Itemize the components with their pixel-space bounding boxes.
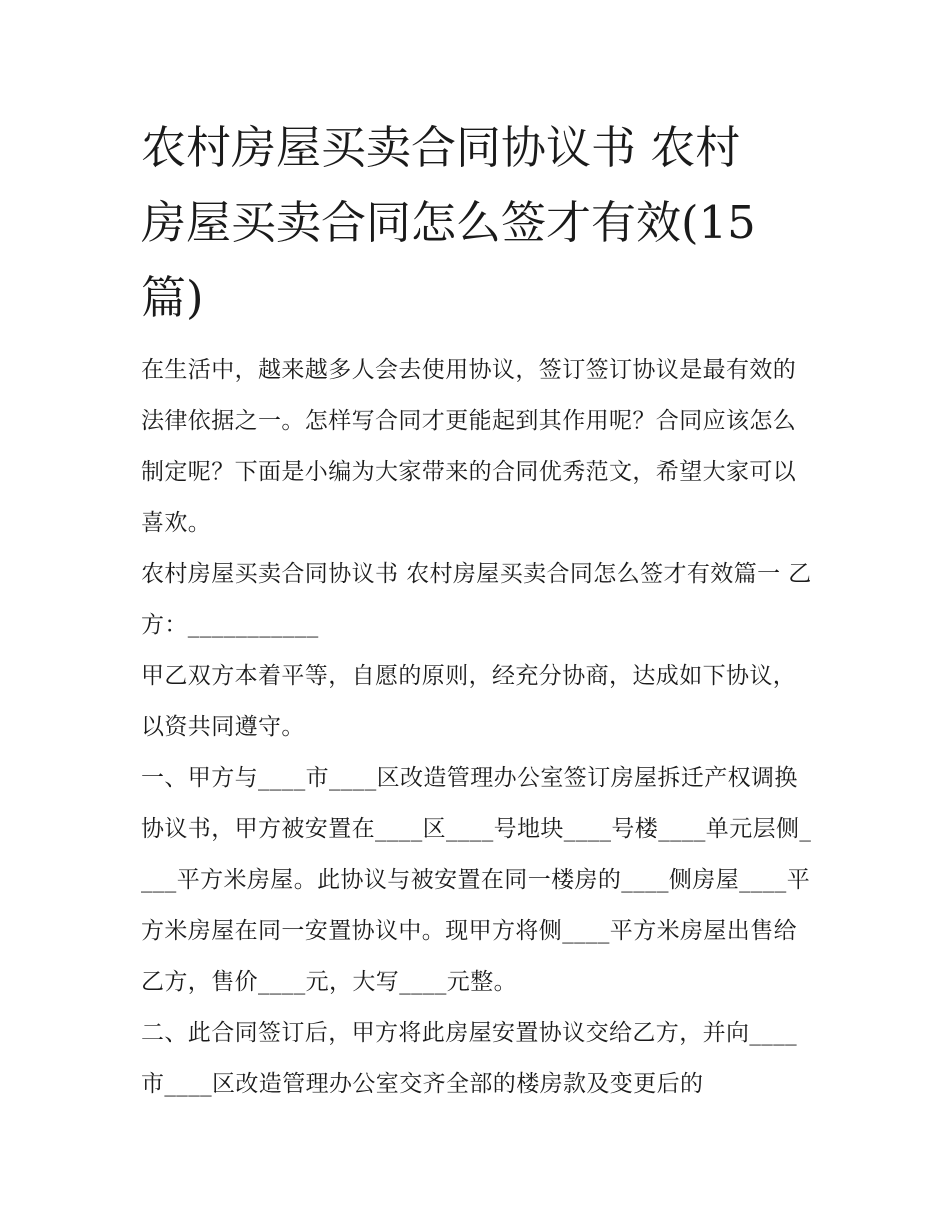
clause-1-paragraph: 一、甲方与____市____区改造管理办公室签订房屋拆迁产权调换协议书，甲方被安置在____区____号地块____号楼____单元层侧____平方米房屋。此协议与被安置在同一楼房的____侧房屋____平方米房屋在同一安置协议中。现甲方将侧____平方米房屋出售给乙方，售价____元，大写____元整。	[141, 765, 812, 995]
intro-paragraph: 在生活中，越来越多人会去使用协议，签订签订协议是最有效的法律依据之一。怎样写合同才更能起到其作用呢？合同应该怎么制定呢？下面是小编为大家带来的合同优秀范文，希望大家可以喜欢。	[141, 357, 797, 536]
title-line-3: 篇)	[141, 271, 204, 324]
clause-2-paragraph: 二、此合同签订后，甲方将此房屋安置协议交给乙方，并向____市____区改造管理办公室交齐全部的楼房款及变更后的	[141, 1020, 797, 1097]
document-title	[141, 110, 813, 335]
contract-heading-paragraph: 农村房屋买卖合同协议书 农村房屋买卖合同怎么签才有效篇一 乙方：___________	[141, 561, 812, 638]
title-line-1: 农村房屋买卖合同协议书 农村	[141, 121, 741, 174]
preamble-paragraph: 甲乙双方本着平等，自愿的原则，经充分协商，达成如下协议，以资共同遵守。	[141, 663, 797, 740]
title-line-2: 房屋买卖合同怎么签才有效(15	[141, 196, 756, 249]
document-page	[141, 110, 813, 1110]
